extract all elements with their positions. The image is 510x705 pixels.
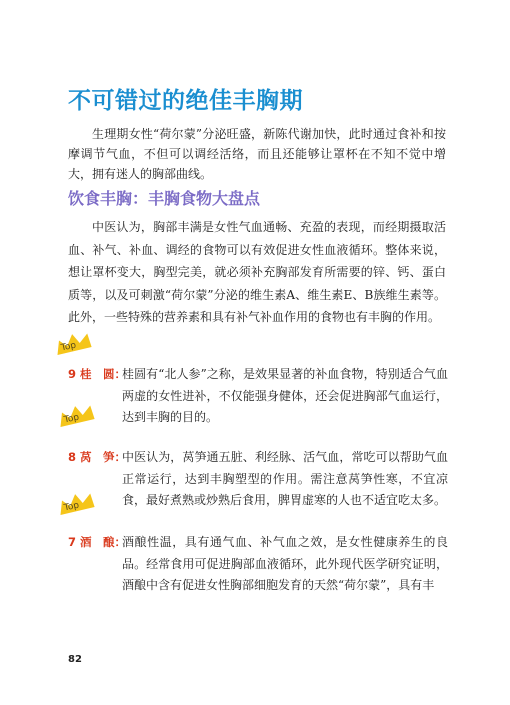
top-badge-icon	[57, 490, 97, 520]
page-number: 82	[68, 654, 82, 665]
body-paragraph: 中医认为，胸部丰满是女性气血通畅、充盈的表现，而经期摄取活血、补气、补血、调经的食物可以有效促进女性血液循环。整体来说，想让罩杯变大，胸型完美，就必须补充胸部发育所需要的锌、钙、蛋白质等，以及可刺激“荷尔蒙”分泌的维生素A、维生素E、B族维生素等。此外，一些特殊的营养素和具有补气补血作用的食物也有丰胸的作用。	[68, 220, 446, 324]
top-badge-label: Top	[60, 340, 78, 354]
top-badge-label: Top	[63, 412, 81, 426]
top-badge-label: Top	[63, 500, 81, 514]
top-badge-icon	[54, 330, 94, 360]
page-title: 不可错过的绝佳丰胸期	[68, 88, 303, 114]
food-description: 中医认为，莴笋通五脏、利经脉、活气血，常吃可以帮助气血正常运行，达到丰胸塑型的作用。需注意莴笋性寒，不宜凉食，最好煮熟或炒熟后食用，脾胃虚寒的人也不适宜吃太多。	[122, 450, 448, 507]
section-title: 饮食丰胸：丰胸食物大盘点	[68, 189, 261, 208]
intro-paragraph: 生理期女性“荷尔蒙”分泌旺盛，新陈代谢加快，此时通过食补和按摩调节气血，不但可以调经活络，而且还能够让罩杯在不知不觉中增大，拥有迷人的胸部曲线。	[68, 127, 446, 181]
food-label: 9 桂 圆：	[68, 367, 127, 381]
top-badge-icon	[57, 402, 97, 432]
food-description: 酒酿性温，具有通气血、补气血之效，是女性健康养生的良品。经常食用可促进胸部血液循环，此外现代医学研究证明，酒酿中含有促进女性胸部细胞发育的天然“荷尔蒙”，具有丰	[122, 535, 448, 592]
food-label: 7 酒 酿：	[68, 535, 127, 549]
food-label: 8 莴 笋：	[68, 450, 127, 464]
food-description: 桂圆有“北人参”之称，是效果显著的补血食物，特别适合气血两虚的女性进补，不仅能强身健体，还会促进胸部气血运行，达到丰胸的目的。	[122, 367, 448, 424]
